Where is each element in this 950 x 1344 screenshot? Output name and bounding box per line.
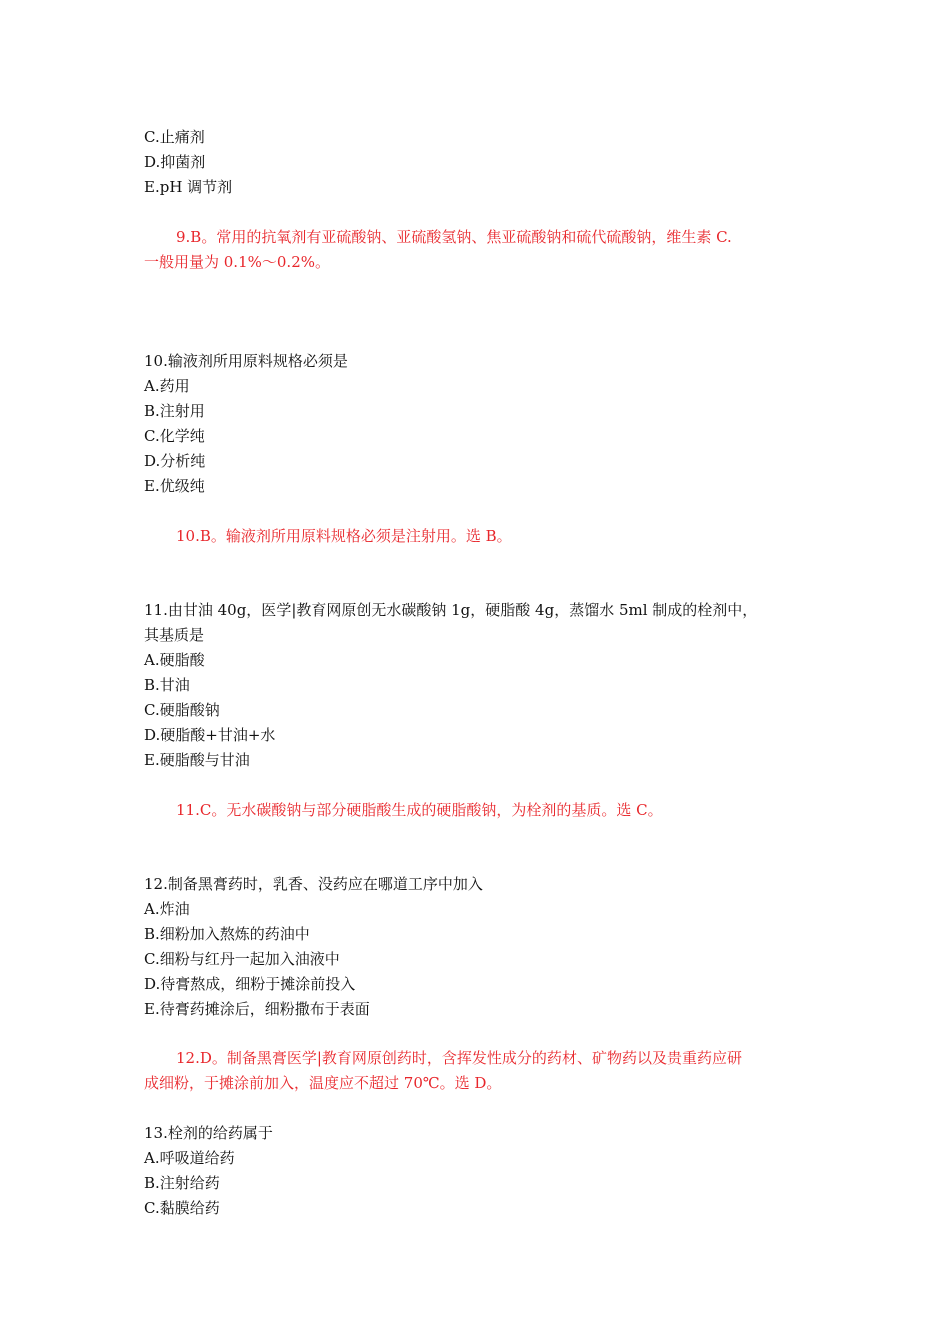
answer-9-line-1: 9.B。常用的抗氧剂有亚硫酸钠、亚硫酸氢钠、焦亚硫酸钠和硫代硫酸钠，维生素 C.: [176, 228, 732, 246]
q11-option-c: C.硬脂酸钠: [144, 701, 220, 719]
q10-option-a: A.药用: [144, 377, 190, 395]
q13-option-a: A.呼吸道给药: [144, 1149, 235, 1167]
q8-option-e: E.pH 调节剂: [144, 178, 233, 196]
question-13-stem: 13.栓剂的给药属于: [144, 1124, 273, 1142]
question-10-stem: 10.输液剂所用原料规格必须是: [144, 352, 348, 370]
q11-option-d: D.硬脂酸+甘油+水: [144, 726, 276, 744]
q12-option-e: E.待膏药摊涂后，细粉撒布于表面: [144, 1000, 370, 1018]
q8-option-d: D.抑菌剂: [144, 153, 206, 171]
answer-12-line-2: 成细粉，于摊涂前加入，温度应不超过 70℃。选 D。: [144, 1074, 502, 1092]
q11-option-a: A.硬脂酸: [144, 651, 205, 669]
question-11-stem-line-2: 其基质是: [144, 626, 205, 644]
answer-10: 10.B。输液剂所用原料规格必须是注射用。选 B。: [176, 527, 512, 545]
q10-option-b: B.注射用: [144, 402, 205, 420]
answer-11: 11.C。无水碳酸钠与部分硬脂酸生成的硬脂酸钠，为栓剂的基质。选 C。: [176, 801, 663, 819]
q12-option-a: A.炸油: [144, 900, 190, 918]
q12-option-c: C.细粉与红丹一起加入油液中: [144, 950, 340, 968]
q11-option-e: E.硬脂酸与甘油: [144, 751, 250, 769]
question-11-stem-line-1: 11.由甘油 40g，医学|教育网原创无水碳酸钠 1g，硬脂酸 4g，蒸馏水 5ml 制成的栓剂中，: [144, 601, 758, 619]
q12-option-b: B.细粉加入熬炼的药油中: [144, 925, 310, 943]
q13-option-b: B.注射给药: [144, 1174, 220, 1192]
q12-option-d: D.待膏熬成，细粉于摊涂前投入: [144, 975, 356, 993]
q13-option-c: C.黏膜给药: [144, 1199, 220, 1217]
q10-option-c: C.化学纯: [144, 427, 205, 445]
answer-9-line-2: 一般用量为 0.1%～0.2%。: [144, 253, 330, 271]
q10-option-d: D.分析纯: [144, 452, 206, 470]
q10-option-e: E.优级纯: [144, 477, 205, 495]
answer-12-line-1: 12.D。制备黑膏医学|教育网原创药时，含挥发性成分的药材、矿物药以及贵重药应研: [176, 1049, 742, 1067]
q8-option-c: C.止痛剂: [144, 128, 205, 146]
question-12-stem: 12.制备黑膏药时，乳香、没药应在哪道工序中加入: [144, 875, 483, 893]
q11-option-b: B.甘油: [144, 676, 190, 694]
